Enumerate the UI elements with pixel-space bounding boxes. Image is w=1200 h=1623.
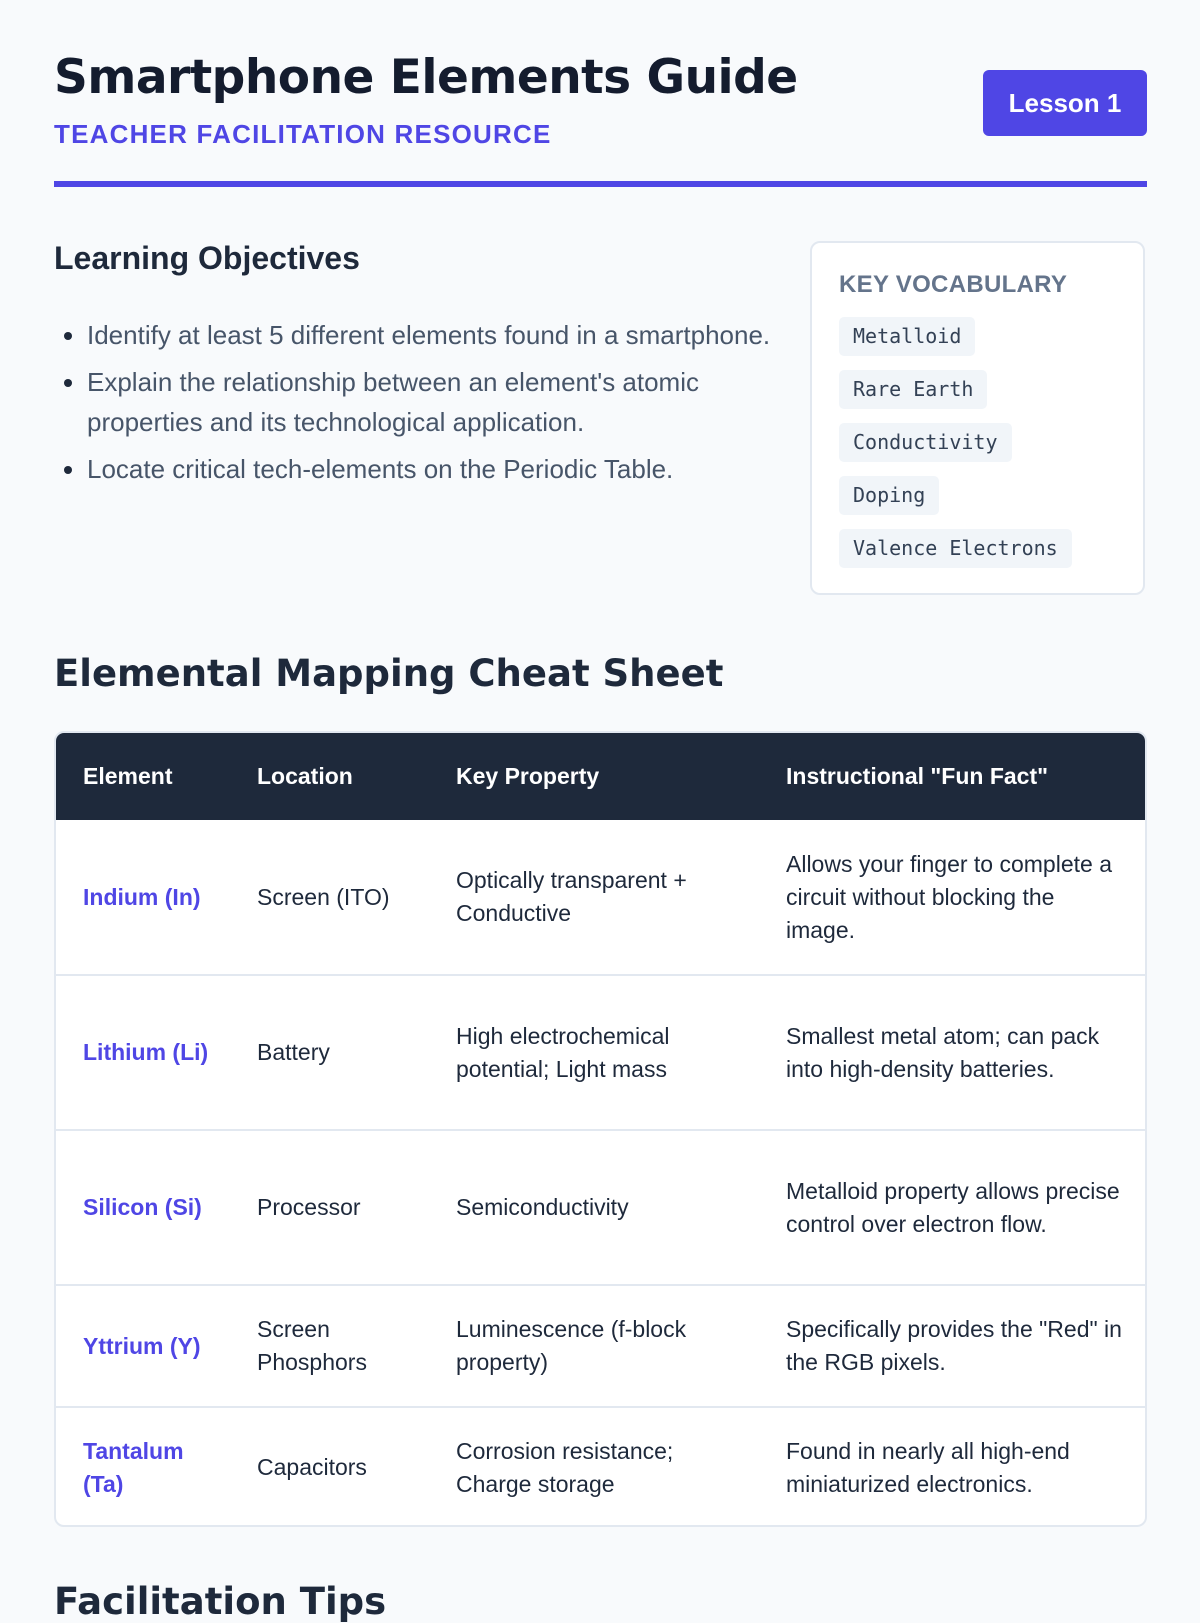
- fun-fact-cell: Smallest metal atom; can pack into high-density batteries.: [759, 975, 1145, 1130]
- fun-fact-cell: Found in nearly all high-end miniaturized electronics.: [786, 1437, 1070, 1497]
- element-cell: Indium (In): [56, 820, 230, 975]
- objective-item: • Explain the relationship between an element's atomic properties and its technological application.: [87, 362, 774, 442]
- facilitation-tips-heading: Facilitation Tips: [54, 1580, 387, 1623]
- lesson-button[interactable]: Lesson 1: [983, 70, 1147, 136]
- page-subtitle: TEACHER FACILITATION RESOURCE: [54, 119, 552, 149]
- column-header-location: Location: [257, 763, 353, 789]
- objective-item: • Locate critical tech-elements on the Periodic Table.: [87, 449, 774, 489]
- location-cell: Processor: [230, 1130, 429, 1285]
- cheat-sheet-table-container: [54, 731, 1147, 1527]
- location-cell: Battery: [230, 975, 429, 1130]
- vocabulary-tag-list: [839, 317, 1072, 582]
- location-cell: Capacitors: [257, 1454, 367, 1480]
- fun-fact-cell: Specifically provides the "Red" in the RGB pixels.: [759, 1285, 1145, 1407]
- table-row: [56, 1285, 1145, 1407]
- learning-objectives-section: [54, 240, 774, 496]
- vocabulary-tag: Metalloid: [839, 317, 975, 356]
- element-cell: Lithium (Li): [56, 975, 230, 1130]
- objectives-list: [54, 315, 774, 489]
- property-cell: Corrosion resistance; Charge storage: [456, 1437, 674, 1497]
- table-header: [56, 733, 1145, 820]
- property-cell: Semiconductivity: [429, 1130, 759, 1285]
- table-row: [56, 820, 1145, 975]
- table-row: [56, 1407, 1145, 1527]
- property-cell: Luminescence (f-block property): [429, 1285, 759, 1407]
- vocabulary-tag: Valence Electrons: [839, 529, 1072, 568]
- location-cell: Screen (ITO): [230, 820, 429, 975]
- page-title: Smartphone Elements Guide: [54, 50, 798, 105]
- element-cell: Tantalum (Ta): [83, 1437, 184, 1497]
- column-header-element: Element: [83, 763, 173, 789]
- cheat-sheet-heading: Elemental Mapping Cheat Sheet: [54, 652, 724, 695]
- vocabulary-heading: KEY VOCABULARY: [839, 271, 1068, 298]
- fun-fact-cell: Metalloid property allows precise control over electron flow.: [759, 1130, 1145, 1285]
- fun-fact-cell: Allows your finger to complete a circuit without blocking the image.: [759, 820, 1145, 975]
- column-header-key-property: Key Property: [456, 763, 600, 789]
- header-divider: [54, 181, 1147, 187]
- column-header-fun-fact: Instructional "Fun Fact": [786, 763, 1049, 789]
- page-header: [54, 0, 1147, 187]
- element-cell: Silicon (Si): [56, 1130, 230, 1285]
- table-header-row: [56, 733, 1145, 820]
- key-vocabulary-card: [810, 241, 1145, 595]
- location-cell: Screen Phosphors: [230, 1285, 429, 1407]
- objective-item: • Identify at least 5 different elements found in a smartphone.: [87, 315, 774, 355]
- vocabulary-tag: Conductivity: [839, 423, 1012, 462]
- vocabulary-tag: Doping: [839, 476, 939, 515]
- property-cell: Optically transparent + Conductive: [429, 820, 759, 975]
- table-row: [56, 1130, 1145, 1285]
- table-row: [56, 975, 1145, 1130]
- element-cell: Yttrium (Y): [56, 1285, 230, 1407]
- property-cell: High electrochemical potential; Light mass: [429, 975, 759, 1130]
- lesson-page: [54, 0, 1147, 1623]
- cheat-sheet-table: [56, 733, 1145, 1527]
- vocabulary-tag: Rare Earth: [839, 370, 987, 409]
- objectives-heading: Learning Objectives: [54, 240, 360, 276]
